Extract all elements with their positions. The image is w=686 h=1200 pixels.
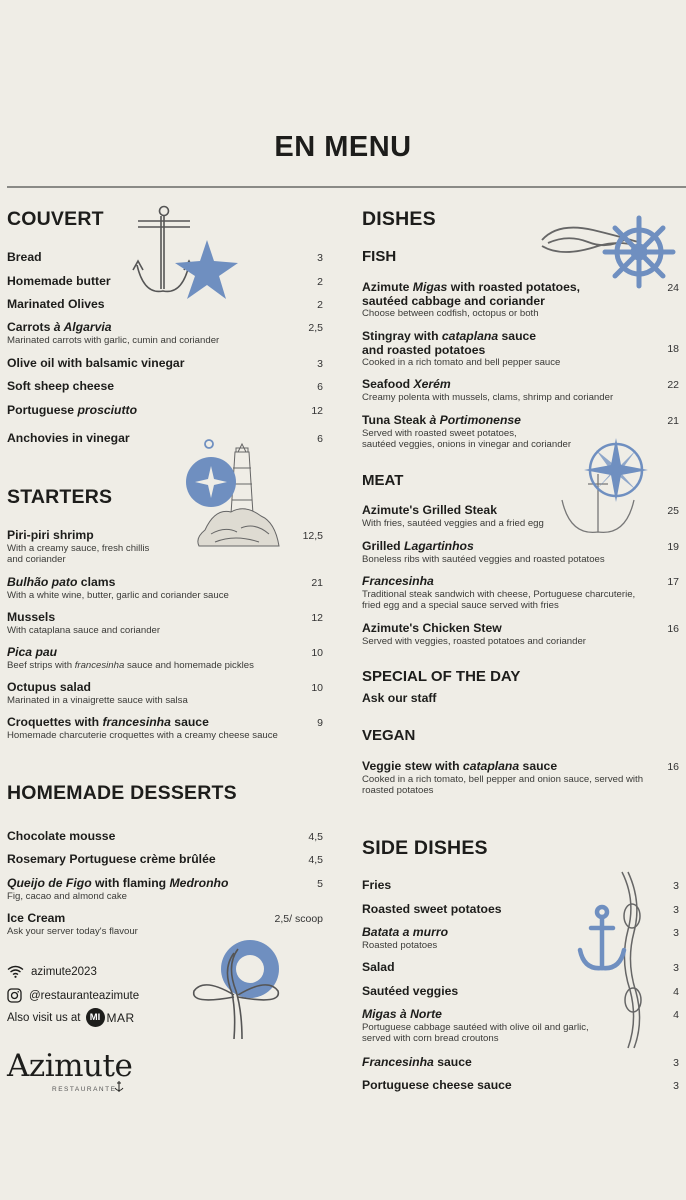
menu-item: Seafood Xerém Creamy polenta with mussels, clams, shrimp and coriander [362, 377, 614, 403]
anchor-rope-illustration [576, 870, 648, 1050]
menu-item: Portuguese cheese sauce [362, 1078, 512, 1092]
azimute-logo [7, 1048, 133, 1093]
menu-item: Anchovies in vinegar [7, 431, 130, 445]
wifi-row [7, 965, 97, 978]
item-price: 3 [673, 962, 679, 974]
instagram-icon [7, 988, 22, 1003]
mimar-row [7, 1008, 135, 1027]
compass-icon [186, 440, 236, 507]
mimar-logo-text: MAR [106, 1010, 135, 1025]
menu-item: Roasted sweet potatoes [362, 902, 502, 916]
menu-item: Chocolate mousse [7, 829, 116, 843]
menu-item: Bread [7, 250, 42, 264]
item-price: 12 [311, 405, 323, 417]
item-price: 16 [667, 623, 679, 635]
side-dishes-heading: SIDE DISHES [362, 837, 488, 859]
item-price: 16 [667, 761, 679, 773]
item-price: 17 [667, 576, 679, 588]
menu-item: Pica pau Beef strips with francesinha sauce and homemade pickles [7, 645, 254, 671]
item-price: 6 [317, 433, 323, 445]
item-price: 3 [317, 358, 323, 370]
item-price: 4 [673, 986, 679, 998]
menu-item: Fries [362, 878, 392, 892]
menu-item: Portuguese prosciutto [7, 403, 138, 417]
menu-item: Octupus salad Marinated in a vinaigrette sauce with salsa [7, 680, 188, 706]
anchor-starfish-illustration [130, 203, 245, 313]
instagram-handle: @restauranteazimute [29, 989, 140, 1002]
special-text: Ask our staff [362, 691, 437, 705]
item-price: 9 [317, 717, 323, 729]
menu-item: Mussels With cataplana sauce and coriander [7, 610, 161, 636]
menu-item: Queijo de Figo with flaming Medronho Fig, cacao and almond cake [7, 876, 229, 902]
visit-text: Also visit us at [7, 1011, 81, 1024]
meat-heading: MEAT [362, 472, 404, 489]
starters-heading: STARTERS [7, 486, 113, 508]
item-price: 3 [673, 880, 679, 892]
special-heading: SPECIAL OF THE DAY [362, 668, 521, 685]
item-price: 24 [667, 282, 679, 294]
page-title: EN MENU [274, 131, 412, 163]
menu-item: Soft sheep cheese [7, 379, 115, 393]
small-anchor-icon [114, 1080, 124, 1093]
menu-item: Sautéed veggies [362, 984, 459, 998]
menu-item: Veggie stew with cataplana sauce Cooked in a rich tomato, bell pepper and onion sauce, served with roasted potatoes [362, 759, 644, 796]
item-price: 2,5 [308, 322, 323, 334]
menu-item: Carrots à Algarvia Marinated carrots with garlic, cumin and coriander [7, 320, 220, 346]
item-price: 2,5/ scoop [274, 913, 323, 925]
anchor-icon [133, 207, 194, 292]
menu-item: Piri-piri shrimp With a creamy sauce, fresh chillis and coriander [7, 528, 150, 565]
menu-item: Grilled Lagartinhos Boneless ribs with sautéed veggies and roasted potatoes [362, 539, 605, 565]
menu-item: Marinated Olives [7, 297, 105, 311]
mimar-logo-mark: MI [86, 1008, 105, 1027]
lifebuoy-illustration [190, 935, 286, 1045]
item-price: 3 [673, 1080, 679, 1092]
ship-wheel-icon [605, 218, 673, 286]
menu-item: Azimute's Grilled Steak With fries, sautéed veggies and a fried egg [362, 503, 544, 529]
item-price: 21 [311, 577, 323, 589]
menu-item: Croquettes with francesinha sauce Homemade charcuterie croquettes with a creamy cheese sauce [7, 715, 278, 741]
item-price: 18 [667, 343, 679, 355]
item-price: 12 [311, 612, 323, 624]
item-price: 4,5 [308, 854, 323, 866]
item-price: 6 [317, 381, 323, 393]
lighthouse-compass-illustration [185, 438, 281, 553]
item-price: 3 [673, 1057, 679, 1069]
item-price: 10 [311, 647, 323, 659]
compass-rose-icon [584, 438, 648, 502]
item-price: 2 [317, 276, 323, 288]
menu-item: Batata a murro Roasted potatoes [362, 925, 449, 951]
item-price: 22 [667, 379, 679, 391]
item-price: 25 [667, 505, 679, 517]
menu-item: Azimute Migas with roasted potatoes, sautéed cabbage and coriander Choose between codfish, octopus or both [362, 280, 581, 319]
item-price: 12,5 [302, 530, 323, 542]
anchor-outline-icon [562, 474, 634, 532]
fish-heading: FISH [362, 248, 397, 265]
menu-item: Migas à Norte Portuguese cabbage sautéed with olive oil and garlic, served with corn bread croutons [362, 1007, 589, 1044]
logo-subtitle: RESTAURANTE [52, 1086, 117, 1093]
wifi-icon [7, 965, 24, 978]
vegan-heading: VEGAN [362, 727, 416, 744]
instagram-row [7, 988, 139, 1003]
menu-item: Bulhão pato clams With a white wine, butter, garlic and coriander sauce [7, 575, 229, 601]
dishes-heading: DISHES [362, 208, 436, 230]
item-price: 5 [317, 878, 323, 890]
menu-item: Tuna Steak à Portimonense Served with roasted sweet potatoes, sautéed veggies, onions in vinegar and coriander [362, 413, 572, 450]
menu-item: Francesinha sauce [362, 1055, 472, 1069]
desserts-heading: HOMEMADE DESSERTS [7, 782, 237, 804]
blue-anchor-icon [580, 907, 624, 968]
menu-item: Ice Cream Ask your server today's flavour [7, 911, 138, 937]
item-price: 2 [317, 299, 323, 311]
title-divider [7, 186, 686, 188]
item-price: 3 [673, 927, 679, 939]
item-price: 4 [673, 1009, 679, 1021]
compass-rose-illustration [558, 436, 652, 542]
menu-item: Homemade butter [7, 274, 111, 288]
couvert-heading: COUVERT [7, 208, 104, 230]
logo-wordmark: Azimute [7, 1048, 133, 1084]
item-price: 19 [667, 541, 679, 553]
vertical-rope-icon [622, 872, 641, 1048]
menu-item: Stingray with cataplana sauce and roasted potatoes Cooked in a rich tomato and bell pepper sauce [362, 329, 561, 368]
item-price: 21 [667, 415, 679, 427]
menu-item: Rosemary Portuguese crème brûlée [7, 852, 216, 866]
wifi-text: azimute2023 [31, 965, 97, 978]
item-price: 3 [317, 252, 323, 264]
item-price: 4,5 [308, 831, 323, 843]
rope-wheel-illustration [538, 212, 678, 292]
item-price: 3 [673, 904, 679, 916]
menu-item: Salad [362, 960, 395, 974]
menu-item: Olive oil with balsamic vinegar [7, 356, 185, 370]
item-price: 10 [311, 682, 323, 694]
menu-item: Azimute's Chicken Stew Served with veggies, roasted potatoes and coriander [362, 621, 586, 647]
menu-item: Francesinha Traditional steak sandwich with cheese, Portuguese charcuterie, fried egg and a special sauce served with fries [362, 574, 636, 611]
